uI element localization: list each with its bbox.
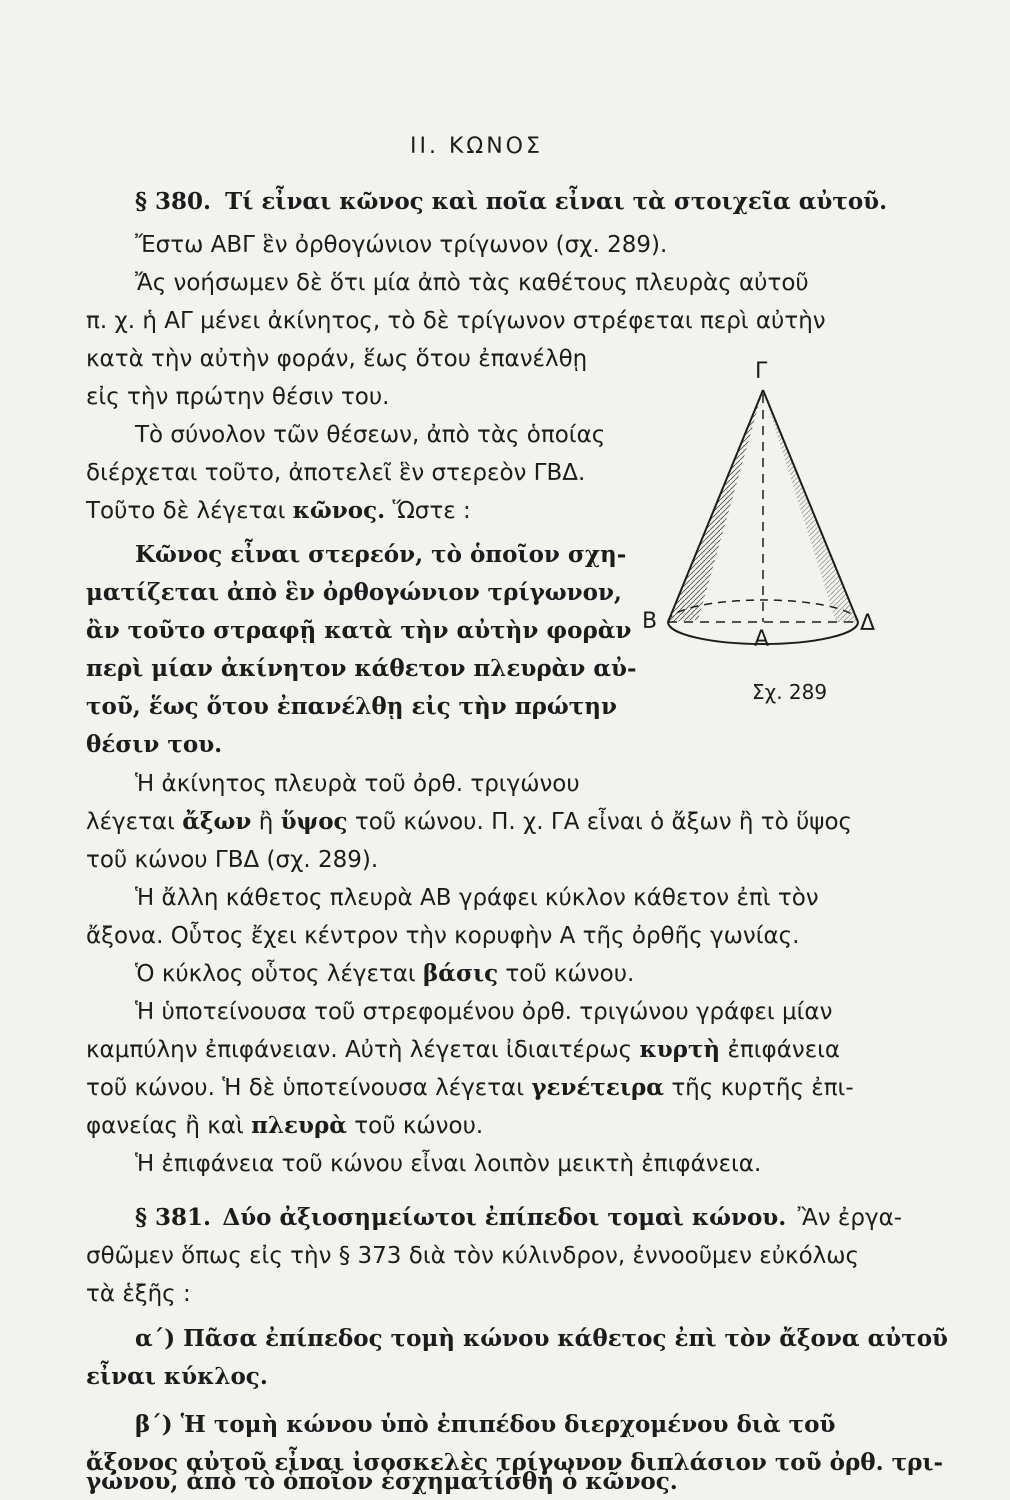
proposition-a-line: εἶναι κύκλος. [86, 1363, 268, 1390]
label-a: Α [754, 627, 770, 652]
text-line: σθῶμεν ὅπως εἰς τὴν § 373 διὰ τὸν κύλινδρον, ἐννοοῦμεν εὐκόλως [86, 1243, 860, 1269]
cone-left-side [668, 390, 763, 622]
text-run: τῆς κυρτῆς ἐπι- [671, 1075, 854, 1101]
text-line: τὰ ἑξῆς : [86, 1281, 191, 1307]
text-line: Τὸ σύνολον τῶν θέσεων, ἀπὸ τὰς ὁποίας [135, 422, 606, 448]
section-381-heading [135, 1204, 902, 1232]
text-line: Ἡ ὑποτείνουσα τοῦ στρεφομένου ὀρθ. τριγώνου γράφει μίαν [135, 999, 833, 1025]
term-convex: κυρτὴ [639, 1036, 721, 1063]
definition-line: περὶ μίαν ἀκίνητον κάθετον πλευρὰν αὐ- [86, 655, 637, 682]
label-apex: Γ [755, 359, 768, 384]
text-line: εἰς τὴν πρώτην θέσιν του. [86, 384, 390, 410]
cone-right-side [763, 390, 858, 622]
text-run: Τοῦτο δὲ λέγεται [86, 498, 286, 524]
definition-line: ματίζεται ἀπὸ ἓν ὀρθογώνιον τρίγωνον, [86, 579, 622, 606]
text-line: τοῦ κώνου ΓΒΔ (σχ. 289). [86, 847, 379, 873]
section-381-number: § 381. [135, 1204, 212, 1231]
proposition-b-line: β΄) Ἡ τομὴ κώνου ὑπὸ ἐπιπέδου διερχομένου διὰ τοῦ [135, 1411, 836, 1438]
text-run: τοῦ κώνου. [505, 961, 635, 987]
text-run: ἐπιφάνεια [727, 1037, 841, 1063]
text-line [86, 1036, 840, 1064]
text-line: Ἡ ἀκίνητος πλευρὰ τοῦ ὀρθ. τριγώνου [135, 771, 580, 797]
label-d: Δ [860, 611, 876, 636]
term-generatrix: γενέτειρα [531, 1074, 665, 1101]
definition-line: ἂν τοῦτο στραφῇ κατὰ τὴν αὐτὴν φορὰν [86, 617, 632, 644]
text-line [86, 1074, 854, 1102]
text-line: Ἔστω ΑΒΓ ἓν ὀρθογώνιον τρίγωνον (σχ. 289). [135, 232, 668, 258]
label-b: Β [642, 609, 658, 634]
text-line [86, 808, 852, 836]
section-380-number: § 380. [135, 188, 212, 215]
text-line: Ἡ ἐπιφάνεια τοῦ κώνου εἶναι λοιπὸν μεικτὴ ἐπιφάνεια. [135, 1151, 762, 1177]
section-380-heading [135, 188, 887, 216]
text-line [86, 1112, 483, 1140]
definition-line: θέσιν του. [86, 731, 223, 758]
text-line: π. χ. ἡ ΑΓ μένει ἀκίνητος, τὸ δὲ τρίγωνον στρέφεται περὶ αὐτὴν [86, 308, 826, 334]
definition-line: τοῦ, ἕως ὅτου ἐπανέλθῃ εἰς τὴν πρώτην [86, 693, 617, 720]
text-run: Ὥστε : [392, 498, 471, 524]
text-run: τοῦ κώνου. Ἡ δὲ ὑποτείνουσα λέγεται [86, 1075, 524, 1101]
text-line [86, 497, 471, 525]
text-run: φανείας ἢ καὶ [86, 1113, 244, 1139]
text-run: Ἂν ἐργα- [797, 1205, 903, 1231]
section-381-title: Δύο ἀξιοσημείωτοι ἐπίπεδοι τομαὶ κώνου. [222, 1204, 787, 1231]
text-run: τοῦ κώνου. Π. χ. ΓΑ εἶναι ὁ ἄξων ἢ τὸ ὕψος [354, 809, 853, 835]
text-line: Ἡ ἄλλη κάθετος πλευρὰ ΑΒ γράφει κύκλον κάθετον ἐπὶ τὸν [135, 885, 819, 911]
text-run: τοῦ κώνου. [354, 1113, 484, 1139]
text-run: λέγεται [86, 809, 175, 835]
text-run: καμπύλην ἐπιφάνειαν. Αὐτὴ λέγεται ἰδιαιτέρως [86, 1037, 633, 1063]
text-line: κατὰ τὴν αὐτὴν φοράν, ἕως ὅτου ἐπανέλθῃ [86, 346, 588, 372]
proposition-b-line: ἄξονος αὐτοῦ εἶναι ἰσοσκελὲς τρίγωνον διπλάσιον τοῦ ὀρθ. τρι- [86, 1449, 944, 1476]
figure-caption: Σχ. 289 [752, 680, 828, 704]
term-axis: ἄξων [182, 808, 252, 835]
text-line: Ἄς νοήσωμεν δὲ ὅτι μία ἀπὸ τὰς καθέτους πλευρὰς αὐτοῦ [135, 270, 809, 296]
term-cone: κῶνος. [292, 497, 386, 524]
proposition-b-line: γώνου, ἀπὸ τὸ ὁποῖον ἐσχηματίσθη ὁ κῶνος. [86, 1468, 678, 1495]
text-line [135, 960, 634, 988]
cone-figure [640, 359, 890, 704]
text-run: ἢ [258, 809, 274, 835]
chapter-title: ΙΙ. ΚΩΝΟΣ [410, 134, 543, 159]
term-base: βάσις [423, 960, 499, 987]
section-380-title: Τί εἶναι κῶνος καὶ ποῖα εἶναι τὰ στοιχεῖα αὐτοῦ. [225, 188, 888, 215]
definition-line: Κῶνος εἶναι στερεόν, τὸ ὁποῖον σχη- [135, 541, 627, 568]
text-run: Ὁ κύκλος οὗτος λέγεται [135, 961, 416, 987]
term-height: ὕψος [280, 808, 348, 835]
text-line: διέρχεται τοῦτο, ἀποτελεῖ ἓν στερεὸν ΓΒΔ. [86, 460, 586, 486]
term-side: πλευρὰ [251, 1112, 347, 1139]
text-line: ἄξονα. Οὗτος ἔχει κέντρον τὴν κορυφὴν Α τῆς ὀρθῆς γωνίας. [86, 923, 800, 949]
proposition-a-line: α΄) Πᾶσα ἐπίπεδος τομὴ κώνου κάθετος ἐπὶ τὸν ἄξονα αὐτοῦ [135, 1325, 948, 1352]
